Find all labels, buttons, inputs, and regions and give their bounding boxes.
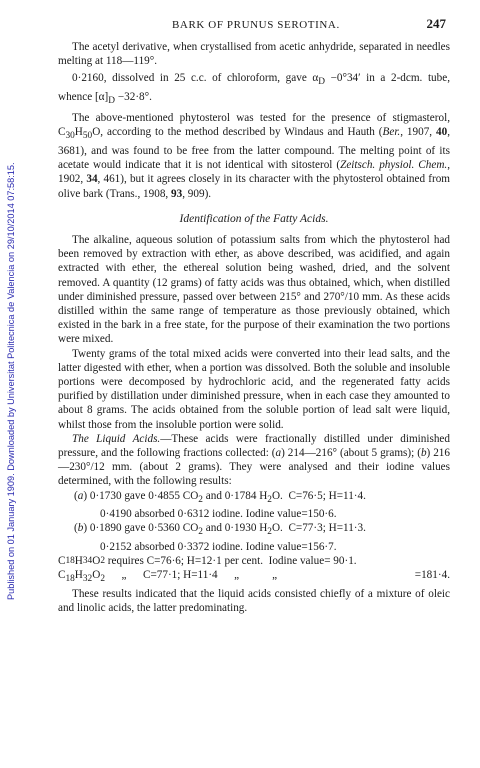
paragraph-optical-rotation: 0·2160, dissolved in 25 c.c. of chloroform, gave $\alpha_D -0^\circ 34'$ in a 2-dcm. tube, whence $[\alpha]_D -32\cdot 8^\circ$. — [58, 72, 450, 107]
paragraph-acetyl-derivative: The acetyl derivative, when crystallised from acetic anhydride, separated in needles melting at 118—119°. — [58, 41, 450, 68]
sidebar-note-text: Published on 01 January 1909. Downloaded by Universitat Politecnica de Valencia on 29/10/2014 07:58:15. — [6, 162, 16, 600]
formula-oleic: C 18 H 34 O 2 requires C=76·6; H=12·1 per cent. Iodine value= 90·1. — [58, 554, 357, 567]
page-header — [60, 16, 446, 32]
paragraph-liquid-acids: The Liquid Acids.—These acids were fractionally distilled under diminished pressure, and the following fractions collected: (a) 214—216° (about 5 grams); (b) 216—230°/12 mm. (about 2 grams). They were analysed and their iodine values determined, with the following results: — [58, 432, 450, 488]
paragraph-stigmasterol-test: The above-mentioned phytosterol was tested for the presence of stigmasterol, $C_{30}H_{50}O$, according to the method described by Windaus and Hauth (Ber., 1907, 40, 3681), and was found to be free from the latter compound. The melting point of its acetate would indicate that it is not identical with sitosterol (Zeitsch. physiol. Chem., 1902, 34, 461), but it agrees closely in its character with the phytosterol obtained from olive bark (Trans., 1908, 93, 909). — [58, 112, 450, 200]
download-sidebar-note — [6, 40, 18, 600]
result-b-iodine: 0·2152 absorbed 0·3372 iodine. Iodine value=156·7. — [100, 540, 337, 553]
paragraph-conclusion: These results indicated that the liquid acids consisted chiefly of a mixture of oleic and linolic acids, the latter predominating. — [58, 587, 450, 614]
page-number: 247 — [426, 16, 446, 31]
result-b-combustion: (b) 0·1890 gave 0·5360 $CO_2$ and 0·1930 $H_2O$. C=77·3; H=11·3. — [74, 522, 366, 538]
page-body — [58, 40, 450, 615]
section-heading: Identification of the Fatty Acids. — [179, 212, 329, 225]
result-a-iodine: 0·4190 absorbed 0·6312 iodine. Iodine value=150·6. — [100, 508, 337, 521]
result-a-combustion: (a) 0·1730 gave 0·4855 $CO_2$ and 0·1784 $H_2O$. C=76·5; H=11·4. — [74, 489, 366, 505]
formula-linolic: $C_{18}H_{32}O_2$ „ C=77·1; H=11·4 „ „ =181·4. — [58, 569, 450, 585]
paragraph-lead-salts: Twenty grams of the total mixed acids were converted into their lead salts, and the latter digested with ether, when a portion was dissolved. Both the soluble and insoluble portions were decomposed by hydrochloric acid, and the regenerated fatty acids purified by distillation under diminished pressure, when in each case they amounted to about 8 grams. The acids obtained from the soluble portion of lead salt were liquid, whilst those from the insoluble portion were solid. — [58, 347, 450, 431]
running-title: BARK OF PRUNUS SEROTINA. — [172, 19, 340, 31]
paragraph-alkaline-solution: The alkaline, aqueous solution of potassium salts from which the phytosterol had been removed by extraction with ether, as above described, was acidified, and again extracted with ether, the ethereal solution being washed, dried, and the solvent removed. A quantity (12 grams) of fatty acids was thus obtained, which, when distilled under diminished pressure, passed over between 215° and 270°/10 mm. As these acids distilled within the same range of temperature as those previously obtained, which existed in the bark in a free state, for the purpose of their examination the two portions were mixed. — [58, 233, 450, 346]
